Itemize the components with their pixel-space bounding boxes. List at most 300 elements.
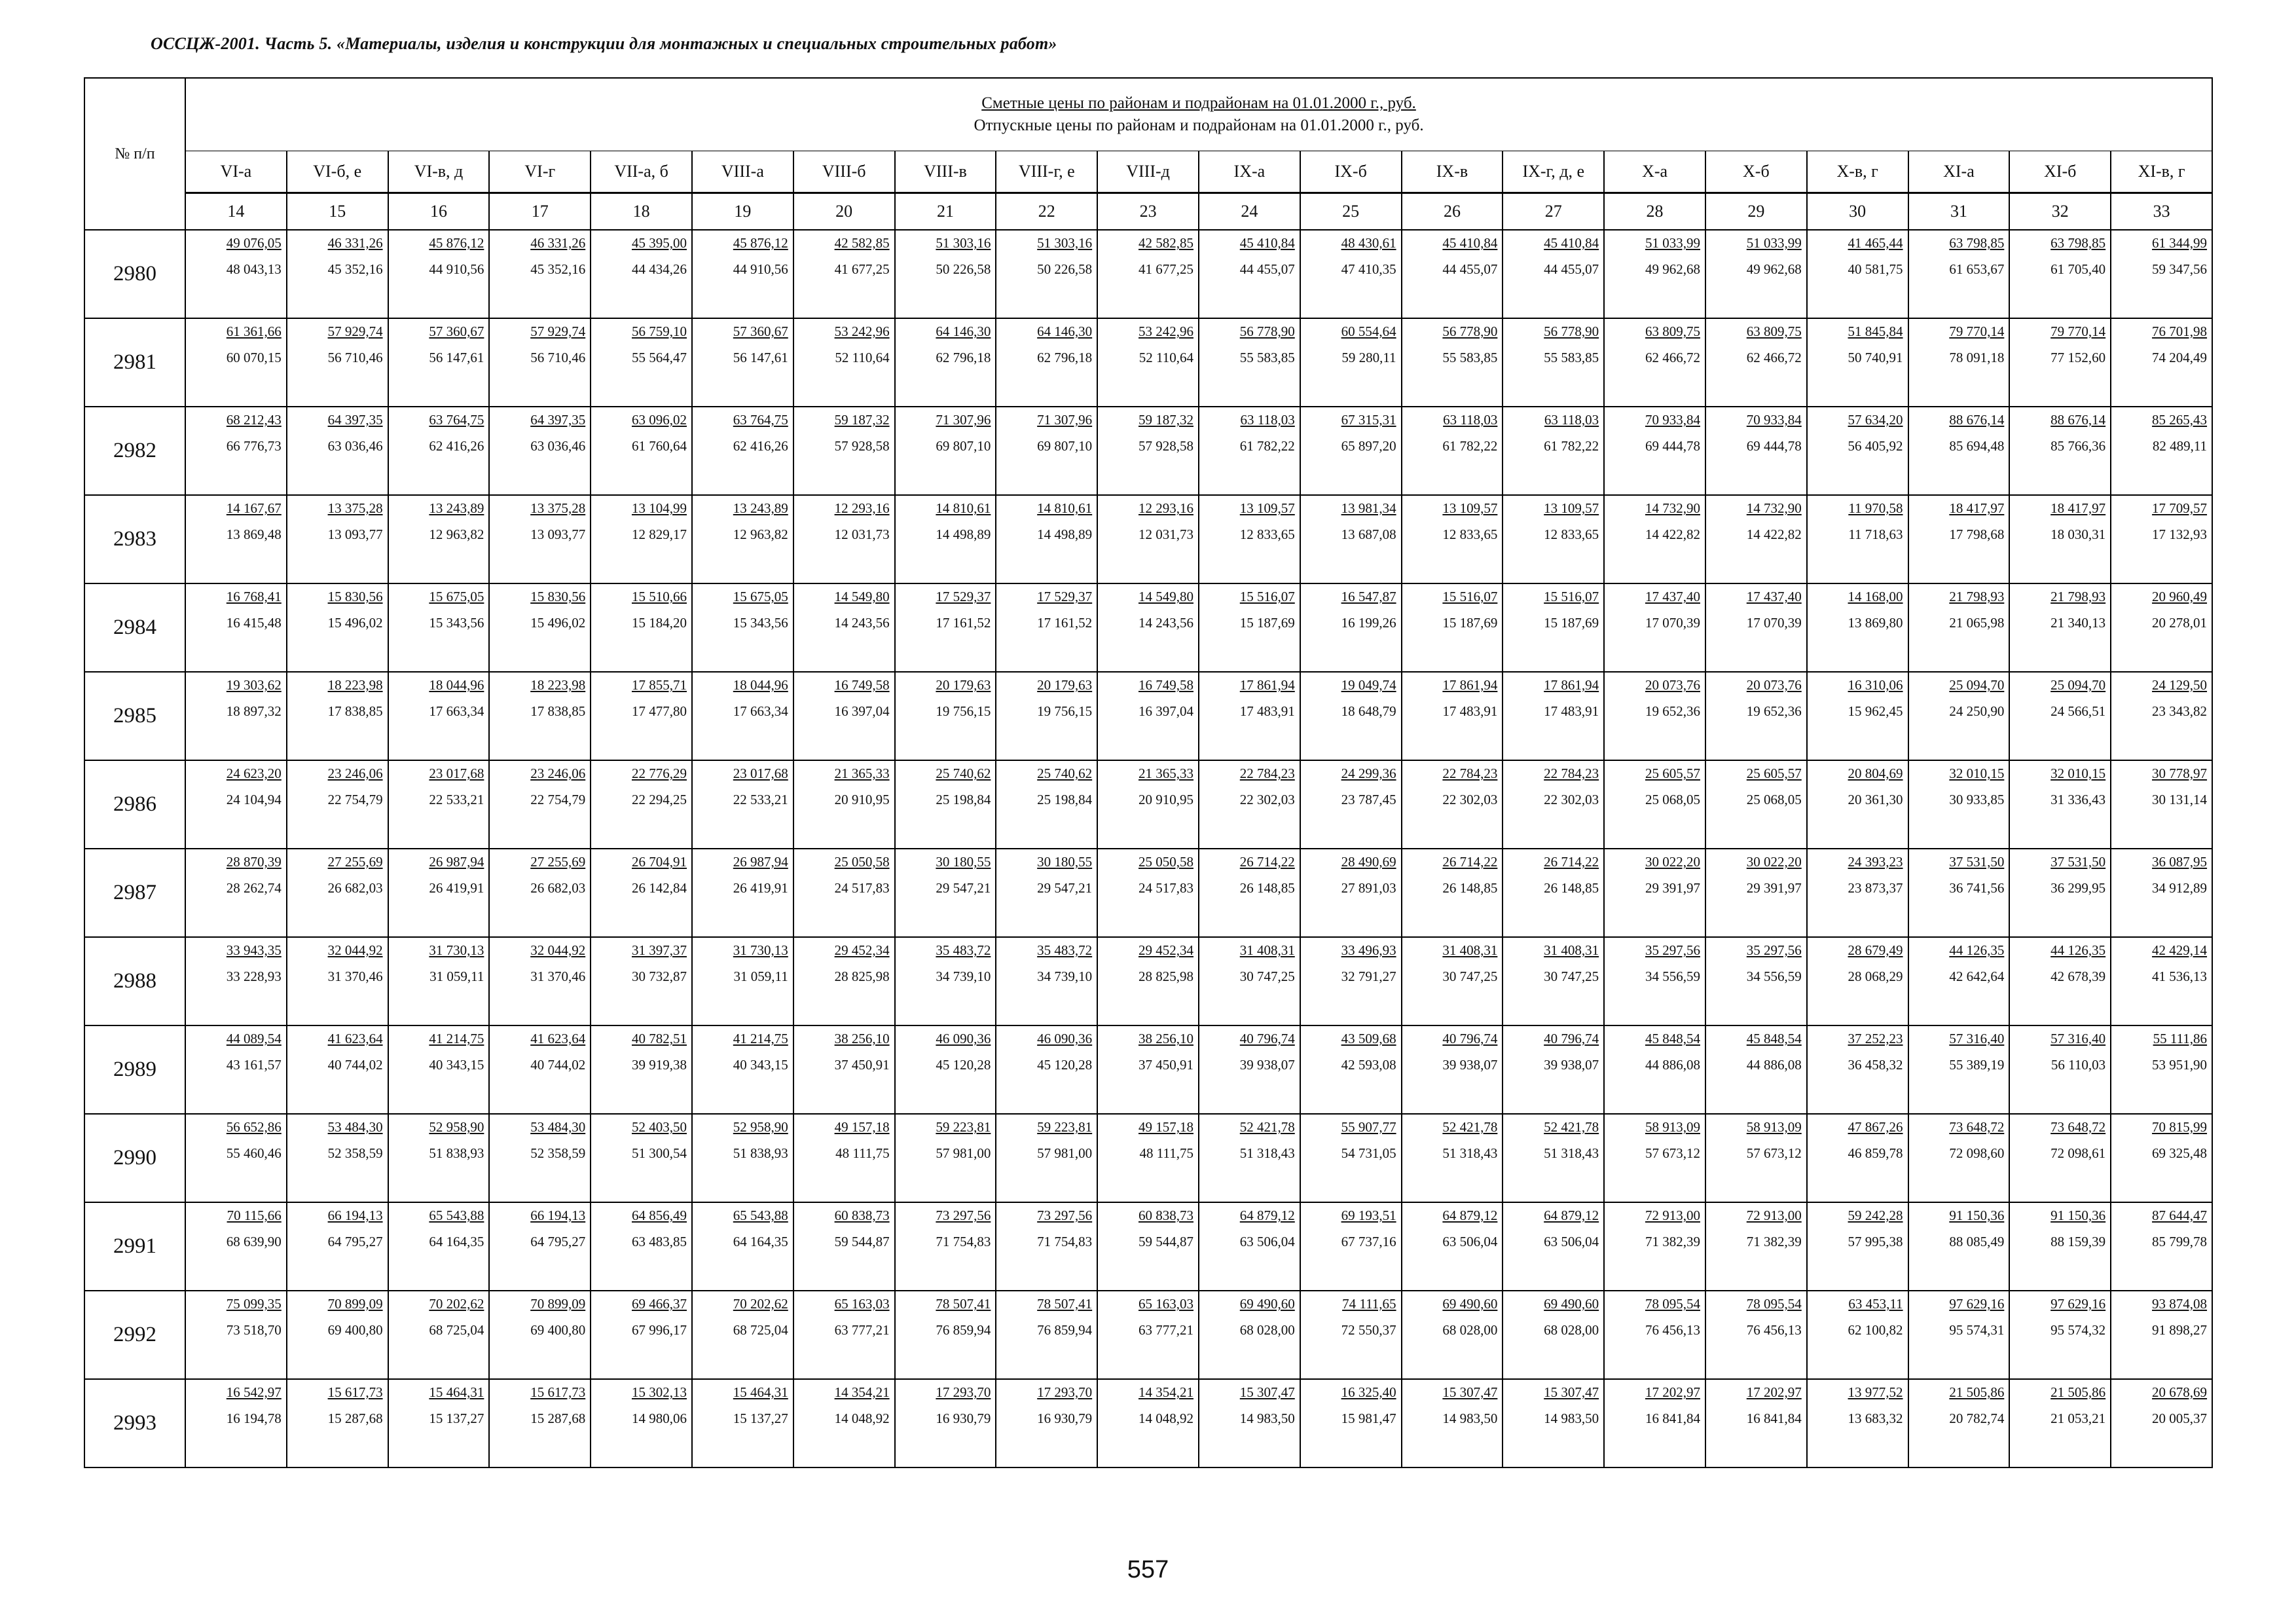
estimated-price: 52 958,90 xyxy=(429,1119,484,1135)
price-cell xyxy=(388,495,490,583)
release-price: 29 391,97 xyxy=(1746,880,1802,896)
estimated-price: 60 838,73 xyxy=(834,1208,890,1223)
estimated-price: 42 582,85 xyxy=(834,235,890,251)
estimated-price: 19 049,74 xyxy=(1341,677,1396,693)
estimated-price: 18 417,97 xyxy=(1949,500,2005,516)
column-number: 16 xyxy=(388,193,490,231)
release-price: 30 747,25 xyxy=(1544,969,1599,984)
release-price: 55 583,85 xyxy=(1544,350,1599,365)
price-cell xyxy=(793,495,895,583)
release-price: 17 838,85 xyxy=(327,703,383,719)
release-price: 48 111,75 xyxy=(1139,1145,1194,1161)
estimated-price: 97 629,16 xyxy=(1949,1296,2005,1312)
price-cell xyxy=(1604,1291,1705,1379)
release-price: 18 648,79 xyxy=(1341,703,1396,719)
release-price: 17 070,39 xyxy=(1645,615,1700,631)
estimated-price: 58 913,09 xyxy=(1746,1119,1802,1135)
estimated-price: 20 073,76 xyxy=(1746,677,1802,693)
column-number: 25 xyxy=(1300,193,1402,231)
estimated-price: 64 146,30 xyxy=(1037,323,1093,339)
estimated-price: 57 929,74 xyxy=(327,323,383,339)
estimated-price: 59 223,81 xyxy=(936,1119,991,1135)
price-cell xyxy=(185,1025,287,1114)
table-row xyxy=(84,1291,2212,1379)
price-cell xyxy=(1199,230,1300,318)
release-price: 20 361,30 xyxy=(1848,792,1903,807)
release-price: 62 796,18 xyxy=(936,350,991,365)
release-price: 20 782,74 xyxy=(1949,1411,2005,1426)
estimated-price: 65 163,03 xyxy=(834,1296,890,1312)
estimated-price: 40 796,74 xyxy=(1239,1031,1295,1046)
release-price: 26 148,85 xyxy=(1442,880,1498,896)
price-cell xyxy=(1705,1114,1807,1202)
release-price: 15 184,20 xyxy=(631,615,687,631)
estimated-price: 23 017,68 xyxy=(429,766,484,781)
price-cell xyxy=(692,318,793,407)
district-header: VI-в, д xyxy=(388,151,490,193)
price-cell xyxy=(1908,937,2010,1025)
release-price: 34 739,10 xyxy=(1037,969,1093,984)
estimated-price: 55 111,86 xyxy=(2153,1031,2208,1046)
estimated-price: 14 549,80 xyxy=(1138,589,1194,604)
price-cell xyxy=(2111,583,2212,672)
estimated-price: 49 157,18 xyxy=(1138,1119,1194,1135)
release-price: 78 091,18 xyxy=(1949,350,2005,365)
release-price: 15 496,02 xyxy=(327,615,383,631)
price-cell xyxy=(1402,760,1503,849)
release-price: 21 340,13 xyxy=(2050,615,2106,631)
release-price: 44 455,07 xyxy=(1239,261,1295,277)
price-cell xyxy=(1402,495,1503,583)
estimated-price: 43 509,68 xyxy=(1341,1031,1396,1046)
price-cell xyxy=(895,1379,996,1467)
estimated-price: 63 798,85 xyxy=(1949,235,2005,251)
price-cell xyxy=(1705,849,1807,937)
district-header: VI-а xyxy=(185,151,287,193)
price-cell xyxy=(692,849,793,937)
release-price: 34 556,59 xyxy=(1645,969,1700,984)
price-cell xyxy=(1097,1025,1199,1114)
release-price: 17 663,34 xyxy=(429,703,484,719)
table-row xyxy=(84,318,2212,407)
item-code: 2985 xyxy=(84,672,185,760)
price-cell xyxy=(287,230,388,318)
release-price: 42 678,39 xyxy=(2050,969,2106,984)
estimated-price: 16 310,06 xyxy=(1848,677,1903,693)
release-price: 21 053,21 xyxy=(2050,1411,2106,1426)
price-cell xyxy=(2111,1114,2212,1202)
price-cell xyxy=(185,1114,287,1202)
release-price: 63 506,04 xyxy=(1544,1234,1599,1249)
release-price: 32 791,27 xyxy=(1341,969,1396,984)
estimated-price: 57 634,20 xyxy=(1848,412,1903,428)
price-cell xyxy=(2111,230,2212,318)
price-cell xyxy=(1705,937,1807,1025)
price-cell xyxy=(1807,760,1908,849)
price-cell xyxy=(287,1379,388,1467)
price-cell xyxy=(1503,583,1604,672)
price-cell xyxy=(489,1379,591,1467)
release-price: 72 098,60 xyxy=(1949,1145,2005,1161)
estimated-price: 38 256,10 xyxy=(1138,1031,1194,1046)
estimated-price: 25 094,70 xyxy=(2050,677,2106,693)
release-price: 34 912,89 xyxy=(2152,880,2208,896)
price-cell xyxy=(895,849,996,937)
price-cell xyxy=(489,672,591,760)
estimated-price: 64 856,49 xyxy=(631,1208,687,1223)
release-price: 62 466,72 xyxy=(1645,350,1700,365)
price-cell xyxy=(185,407,287,495)
release-price: 28 068,29 xyxy=(1848,969,1903,984)
release-price: 69 444,78 xyxy=(1645,438,1700,454)
price-cell xyxy=(1604,583,1705,672)
estimated-price: 25 050,58 xyxy=(834,854,890,870)
price-cell xyxy=(2111,760,2212,849)
estimated-price: 57 929,74 xyxy=(530,323,586,339)
release-price: 12 963,82 xyxy=(733,526,788,542)
release-price: 45 352,16 xyxy=(530,261,586,277)
release-price: 18 897,32 xyxy=(226,703,282,719)
price-cell xyxy=(388,937,490,1025)
price-cell xyxy=(1402,849,1503,937)
price-cell xyxy=(2009,1291,2111,1379)
release-price: 51 838,93 xyxy=(733,1145,788,1161)
price-cell xyxy=(287,849,388,937)
price-cell xyxy=(1199,583,1300,672)
release-price: 30 933,85 xyxy=(1949,792,2005,807)
estimated-price: 74 111,65 xyxy=(1342,1296,1396,1312)
column-number: 32 xyxy=(2009,193,2111,231)
release-price: 69 807,10 xyxy=(936,438,991,454)
price-cell xyxy=(1300,495,1402,583)
release-price: 57 981,00 xyxy=(936,1145,991,1161)
price-cell xyxy=(1503,849,1604,937)
price-cell xyxy=(1402,1025,1503,1114)
release-price: 20 278,01 xyxy=(2152,615,2208,631)
release-price: 69 400,80 xyxy=(530,1322,586,1338)
price-cell xyxy=(1097,1379,1199,1467)
estimated-price: 17 202,97 xyxy=(1746,1384,1802,1400)
release-price: 12 031,73 xyxy=(834,526,890,542)
price-cell xyxy=(388,672,490,760)
release-price: 17 477,80 xyxy=(631,703,687,719)
estimated-price: 27 255,69 xyxy=(327,854,383,870)
estimated-price: 17 293,70 xyxy=(1037,1384,1093,1400)
release-price: 16 397,04 xyxy=(1138,703,1194,719)
estimated-price: 20 179,63 xyxy=(1037,677,1093,693)
release-price: 26 419,91 xyxy=(429,880,484,896)
price-cell xyxy=(1402,318,1503,407)
price-cell xyxy=(1705,407,1807,495)
release-price: 69 400,80 xyxy=(327,1322,383,1338)
release-price: 49 962,68 xyxy=(1645,261,1700,277)
release-price: 24 104,94 xyxy=(226,792,282,807)
price-cell xyxy=(1503,495,1604,583)
price-cell xyxy=(2009,407,2111,495)
release-price: 53 951,90 xyxy=(2152,1057,2208,1073)
release-price: 71 382,39 xyxy=(1645,1234,1700,1249)
estimated-price: 45 876,12 xyxy=(733,235,788,251)
estimated-price: 12 293,16 xyxy=(1138,500,1194,516)
release-price: 13 869,48 xyxy=(226,526,282,542)
table-row xyxy=(84,407,2212,495)
estimated-price: 56 652,86 xyxy=(226,1119,282,1135)
estimated-price: 64 397,35 xyxy=(327,412,383,428)
estimated-price: 20 678,69 xyxy=(2152,1384,2208,1400)
price-cell xyxy=(1199,318,1300,407)
estimated-price: 18 044,96 xyxy=(733,677,788,693)
estimated-price: 31 397,37 xyxy=(631,942,687,958)
price-cell xyxy=(1503,672,1604,760)
release-price: 15 343,56 xyxy=(429,615,484,631)
release-price: 82 489,11 xyxy=(2152,438,2208,454)
estimated-price: 15 464,31 xyxy=(429,1384,484,1400)
estimated-price: 30 022,20 xyxy=(1645,854,1700,870)
price-cell xyxy=(1604,1025,1705,1114)
estimated-price: 51 033,99 xyxy=(1645,235,1700,251)
estimated-price: 75 099,35 xyxy=(226,1296,282,1312)
price-cell xyxy=(1199,495,1300,583)
release-price: 29 391,97 xyxy=(1645,880,1700,896)
release-price: 13 093,77 xyxy=(530,526,586,542)
release-price: 55 460,46 xyxy=(226,1145,282,1161)
price-cell xyxy=(2111,407,2212,495)
estimated-price: 38 256,10 xyxy=(834,1031,890,1046)
release-price: 26 682,03 xyxy=(530,880,586,896)
column-number: 19 xyxy=(692,193,793,231)
price-cell xyxy=(1604,937,1705,1025)
price-cell xyxy=(1402,407,1503,495)
estimated-price: 49 157,18 xyxy=(834,1119,890,1135)
price-cell xyxy=(489,495,591,583)
price-cell xyxy=(287,583,388,672)
release-price: 22 302,03 xyxy=(1442,792,1498,807)
estimated-price: 58 913,09 xyxy=(1645,1119,1700,1135)
estimated-price: 27 255,69 xyxy=(530,854,586,870)
release-price: 51 318,43 xyxy=(1544,1145,1599,1161)
price-cell xyxy=(185,495,287,583)
estimated-price: 13 104,99 xyxy=(631,500,687,516)
price-cell xyxy=(388,1291,490,1379)
release-price: 16 930,79 xyxy=(936,1411,991,1426)
release-price: 77 152,60 xyxy=(2050,350,2106,365)
price-cell xyxy=(692,407,793,495)
district-header: X-а xyxy=(1604,151,1705,193)
release-price: 17 161,52 xyxy=(936,615,991,631)
release-price: 31 370,46 xyxy=(530,969,586,984)
price-cell xyxy=(1503,1114,1604,1202)
price-cell xyxy=(2111,495,2212,583)
price-cell xyxy=(895,230,996,318)
estimated-price: 44 089,54 xyxy=(226,1031,282,1046)
price-cell xyxy=(1300,1025,1402,1114)
release-price: 76 456,13 xyxy=(1645,1322,1700,1338)
price-cell xyxy=(1199,1025,1300,1114)
release-price: 62 466,72 xyxy=(1746,350,1802,365)
item-code: 2993 xyxy=(84,1379,185,1467)
release-price: 22 533,21 xyxy=(429,792,484,807)
price-cell xyxy=(1503,1291,1604,1379)
release-price: 62 416,26 xyxy=(429,438,484,454)
release-price: 14 243,56 xyxy=(834,615,890,631)
estimated-price: 35 297,56 xyxy=(1746,942,1802,958)
estimated-price: 60 554,64 xyxy=(1341,323,1396,339)
price-cell xyxy=(1604,495,1705,583)
release-price: 56 405,92 xyxy=(1848,438,1903,454)
estimated-price: 59 242,28 xyxy=(1848,1208,1903,1223)
estimated-price: 14 354,21 xyxy=(834,1384,890,1400)
item-code: 2987 xyxy=(84,849,185,937)
price-cell xyxy=(388,583,490,672)
estimated-price: 24 129,50 xyxy=(2152,677,2208,693)
release-price: 12 829,17 xyxy=(631,526,687,542)
estimated-price: 14 168,00 xyxy=(1848,589,1903,604)
release-price: 57 673,12 xyxy=(1645,1145,1700,1161)
release-price: 45 352,16 xyxy=(327,261,383,277)
estimated-price: 20 960,49 xyxy=(2152,589,2208,604)
release-price: 55 583,85 xyxy=(1442,350,1498,365)
estimated-price: 33 496,93 xyxy=(1341,942,1396,958)
estimated-price: 32 010,15 xyxy=(2050,766,2106,781)
release-price: 15 187,69 xyxy=(1239,615,1295,631)
estimated-price: 17 437,40 xyxy=(1746,589,1802,604)
price-cell xyxy=(692,1025,793,1114)
release-price: 34 739,10 xyxy=(936,969,991,984)
estimated-price: 59 187,32 xyxy=(1138,412,1194,428)
estimated-price: 57 360,67 xyxy=(733,323,788,339)
release-price: 68 028,00 xyxy=(1239,1322,1295,1338)
estimated-price: 14 549,80 xyxy=(834,589,890,604)
price-cell xyxy=(1807,937,1908,1025)
release-price: 68 725,04 xyxy=(733,1322,788,1338)
estimated-price: 56 778,90 xyxy=(1442,323,1498,339)
release-price: 14 422,82 xyxy=(1746,526,1802,542)
release-price: 67 737,16 xyxy=(1341,1234,1396,1249)
release-price: 14 980,06 xyxy=(631,1411,687,1426)
estimated-price: 12 293,16 xyxy=(834,500,890,516)
estimated-price: 15 617,73 xyxy=(530,1384,586,1400)
estimated-price: 14 810,61 xyxy=(936,500,991,516)
release-price: 19 652,36 xyxy=(1645,703,1700,719)
price-cell xyxy=(1300,760,1402,849)
estimated-price: 57 360,67 xyxy=(429,323,484,339)
item-code: 2983 xyxy=(84,495,185,583)
release-price: 68 028,00 xyxy=(1442,1322,1498,1338)
release-price: 76 859,94 xyxy=(936,1322,991,1338)
price-cell xyxy=(996,407,1097,495)
release-price: 15 287,68 xyxy=(327,1411,383,1426)
release-price: 14 983,50 xyxy=(1239,1411,1295,1426)
estimated-price: 36 087,95 xyxy=(2152,854,2208,870)
price-cell xyxy=(388,1025,490,1114)
estimated-price: 17 293,70 xyxy=(936,1384,991,1400)
item-code: 2984 xyxy=(84,583,185,672)
price-cell xyxy=(287,1025,388,1114)
release-price: 40 744,02 xyxy=(530,1057,586,1073)
price-cell xyxy=(895,407,996,495)
release-price: 50 226,58 xyxy=(936,261,991,277)
release-price: 61 705,40 xyxy=(2050,261,2106,277)
estimated-price: 33 943,35 xyxy=(226,942,282,958)
release-price: 28 825,98 xyxy=(834,969,890,984)
price-cell xyxy=(287,937,388,1025)
estimated-price: 20 179,63 xyxy=(936,677,991,693)
release-price: 20 910,95 xyxy=(1138,792,1194,807)
estimated-price: 69 466,37 xyxy=(631,1296,687,1312)
estimated-price: 49 076,05 xyxy=(226,235,282,251)
estimated-price: 40 782,51 xyxy=(631,1031,687,1046)
estimated-price: 44 126,35 xyxy=(1949,942,2005,958)
price-cell xyxy=(287,318,388,407)
price-cell xyxy=(1604,849,1705,937)
price-cell xyxy=(591,849,692,937)
release-price: 13 869,80 xyxy=(1848,615,1903,631)
release-price: 30 131,14 xyxy=(2152,792,2208,807)
estimated-price: 69 193,51 xyxy=(1341,1208,1396,1223)
table-row xyxy=(84,1025,2212,1114)
release-price: 14 048,92 xyxy=(834,1411,890,1426)
estimated-price: 21 365,33 xyxy=(834,766,890,781)
release-price: 22 294,25 xyxy=(631,792,687,807)
release-price: 24 517,83 xyxy=(834,880,890,896)
price-cell xyxy=(185,1379,287,1467)
estimated-price: 47 867,26 xyxy=(1848,1119,1903,1135)
estimated-price: 45 876,12 xyxy=(429,235,484,251)
release-price: 14 983,50 xyxy=(1544,1411,1599,1426)
release-price: 59 544,87 xyxy=(834,1234,890,1249)
price-cell xyxy=(1402,937,1503,1025)
release-price: 44 886,08 xyxy=(1645,1057,1700,1073)
release-price: 23 343,82 xyxy=(2152,703,2208,719)
price-cell xyxy=(1300,672,1402,760)
price-cell xyxy=(591,1379,692,1467)
price-cell xyxy=(1705,1202,1807,1291)
estimated-price: 31 408,31 xyxy=(1442,942,1498,958)
estimated-price: 31 408,31 xyxy=(1544,942,1599,958)
release-price: 52 110,64 xyxy=(835,350,890,365)
estimated-price: 51 845,84 xyxy=(1848,323,1903,339)
price-cell xyxy=(996,1202,1097,1291)
price-cell xyxy=(1705,495,1807,583)
release-price: 18 030,31 xyxy=(2050,526,2106,542)
price-cell xyxy=(692,1291,793,1379)
release-price: 88 159,39 xyxy=(2050,1234,2106,1249)
release-price: 95 574,32 xyxy=(2050,1322,2106,1338)
estimated-price: 64 397,35 xyxy=(530,412,586,428)
price-cell xyxy=(1503,318,1604,407)
release-price: 56 710,46 xyxy=(530,350,586,365)
price-cell xyxy=(489,1114,591,1202)
release-price: 68 028,00 xyxy=(1544,1322,1599,1338)
release-price: 15 496,02 xyxy=(530,615,586,631)
release-price: 47 410,35 xyxy=(1341,261,1396,277)
release-price: 64 795,27 xyxy=(530,1234,586,1249)
price-cell xyxy=(1807,230,1908,318)
estimated-price: 35 297,56 xyxy=(1645,942,1700,958)
estimated-price: 25 740,62 xyxy=(1037,766,1093,781)
estimated-price: 18 223,98 xyxy=(327,677,383,693)
release-price: 66 776,73 xyxy=(226,438,282,454)
estimated-price: 26 714,22 xyxy=(1442,854,1498,870)
estimated-price: 69 490,60 xyxy=(1442,1296,1498,1312)
estimated-price: 15 516,07 xyxy=(1239,589,1295,604)
release-price: 12 031,73 xyxy=(1138,526,1194,542)
release-price: 61 653,67 xyxy=(1949,261,2005,277)
release-price: 57 981,00 xyxy=(1037,1145,1093,1161)
price-cell xyxy=(1604,407,1705,495)
estimated-price: 51 303,16 xyxy=(1037,235,1093,251)
estimated-price: 13 977,52 xyxy=(1848,1384,1903,1400)
